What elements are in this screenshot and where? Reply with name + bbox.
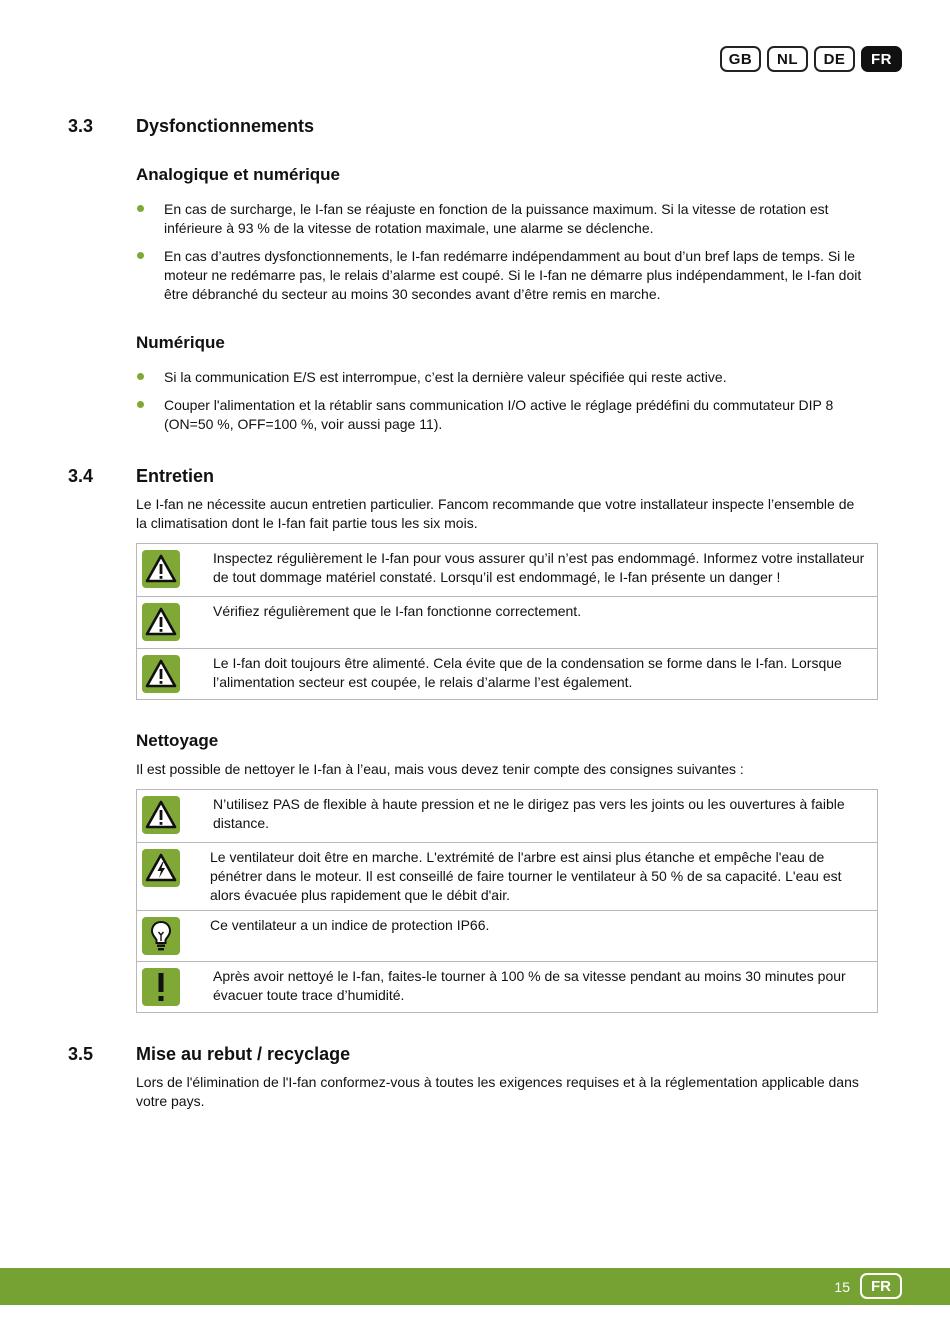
paragraph: Lors de l'élimination de l'I-fan conformez-vous à toutes les exigences requises et à la réglementation applicable dans votre pays. bbox=[136, 1074, 859, 1109]
section-number: 3.3 bbox=[68, 116, 94, 136]
list-item-text: Couper l'alimentation et la rétablir sans communication I/O active le réglage prédéfini du commutateur DIP 8 (ON=50 %, OFF=100 %, voir aussi page 11). bbox=[164, 397, 834, 432]
warning-box bbox=[136, 789, 878, 1013]
paragraph: Il est possible de nettoyer le I-fan à l’eau, mais vous devez tenir compte des consignes suivantes : bbox=[136, 761, 744, 777]
paragraph: Le I-fan ne nécessite aucun entretien particulier. Fancom recommande que votre installateur inspecte l’ensemble de la climatisation dont le I-fan fait partie tous les six mois. bbox=[136, 496, 855, 531]
warning-icon bbox=[142, 796, 180, 834]
list-item-text: Si la communication E/S est interrompue, c’est la dernière valeur spécifiée qui reste active. bbox=[164, 369, 727, 385]
electrical-hazard-icon bbox=[142, 849, 180, 887]
bullet-list bbox=[136, 200, 866, 304]
bullet-dot bbox=[137, 252, 144, 259]
list-item bbox=[136, 396, 866, 434]
language-tab-nl[interactable]: NL bbox=[767, 46, 808, 72]
exclamation-icon bbox=[142, 968, 180, 1006]
note-row bbox=[137, 842, 877, 910]
subsection-title: Nettoyage bbox=[136, 731, 219, 750]
warning-icon bbox=[142, 603, 180, 641]
list-item bbox=[136, 247, 866, 304]
subsection-title: Analogique et numérique bbox=[136, 165, 341, 184]
list-item bbox=[136, 368, 866, 387]
warning-icon bbox=[142, 550, 180, 588]
note-text: N’utilisez PAS de flexible à haute pression et ne le dirigez pas vers les joints ou les ouvertures à faible distance. bbox=[213, 796, 845, 831]
note-row bbox=[137, 790, 877, 842]
language-tab-gb[interactable]: GB bbox=[720, 46, 761, 72]
section-number: 3.5 bbox=[68, 1044, 94, 1064]
list-item-text: En cas de surcharge, le I-fan se réajuste en fonction de la puissance maximum. Si la vitesse de rotation est inférieure à 93 % de la vitesse de rotation maximale, une alarme se déclenche. bbox=[164, 201, 829, 236]
bullet-dot bbox=[137, 373, 144, 380]
note-text: Après avoir nettoyé le I-fan, faites-le tourner à 100 % de sa vitesse pendant au moins 30 minutes pour évacuer toute trace d’humidité. bbox=[213, 968, 846, 1003]
section-number: 3.4 bbox=[68, 466, 94, 486]
lightbulb-tip-icon bbox=[142, 917, 180, 955]
section-title: Entretien bbox=[136, 466, 215, 486]
note-text: Le ventilateur doit être en marche. L'extrémité de l'arbre est ainsi plus étanche et empêche l'eau de pénétrer dans le moteur. Il est conseillé de faire tourner le ventilateur à 50 % de sa capacité. L'eau est alors évacuée plus rapidement que le débit d'air. bbox=[210, 849, 842, 903]
note-row bbox=[137, 648, 877, 699]
list-item bbox=[136, 200, 866, 238]
language-tab-fr[interactable]: FR bbox=[861, 46, 902, 72]
page-footer bbox=[0, 1268, 950, 1305]
section-title: Dysfonctionnements bbox=[136, 116, 315, 136]
bullet-list bbox=[136, 368, 866, 434]
note-text: Ce ventilateur a un indice de protection IP66. bbox=[210, 917, 490, 933]
note-row bbox=[137, 961, 877, 1012]
language-tab-de[interactable]: DE bbox=[814, 46, 855, 72]
subsection-title: Numérique bbox=[136, 333, 225, 352]
note-row bbox=[137, 544, 877, 596]
page-number: 15 bbox=[834, 1279, 850, 1295]
warning-box bbox=[136, 543, 878, 700]
bullet-dot bbox=[137, 401, 144, 408]
section-title: Mise au rebut / recyclage bbox=[136, 1044, 351, 1064]
list-item-text: En cas d’autres dysfonctionnements, le I-fan redémarre indépendamment au bout d’un bref laps de temps. Si le moteur ne redémarre pas, le relais d’alarme est coupé. Si le I-fan ne démarre plus indépendamment, le I-fan doit être débranché du secteur au moins 30 secondes avant d’être remis en marche. bbox=[164, 248, 862, 302]
language-selector bbox=[720, 46, 902, 72]
note-text: Inspectez régulièrement le I-fan pour vous assurer qu’il n’est pas endommagé. Informez votre installateur de tout dommage matériel constaté. Lorsqu’il est endommagé, le I-fan présente un danger ! bbox=[213, 550, 865, 585]
note-text: Le I-fan doit toujours être alimenté. Cela évite que de la condensation se forme dans le I-fan. Lorsque l’alimentation secteur est coupée, le relais d’alarme l’est également. bbox=[213, 655, 842, 690]
note-text: Vérifiez régulièrement que le I-fan fonctionne correctement. bbox=[213, 603, 582, 619]
footer-language-badge: FR bbox=[860, 1273, 902, 1299]
warning-icon bbox=[142, 655, 180, 693]
note-row bbox=[137, 910, 877, 961]
bullet-dot bbox=[137, 205, 144, 212]
note-row bbox=[137, 596, 877, 648]
